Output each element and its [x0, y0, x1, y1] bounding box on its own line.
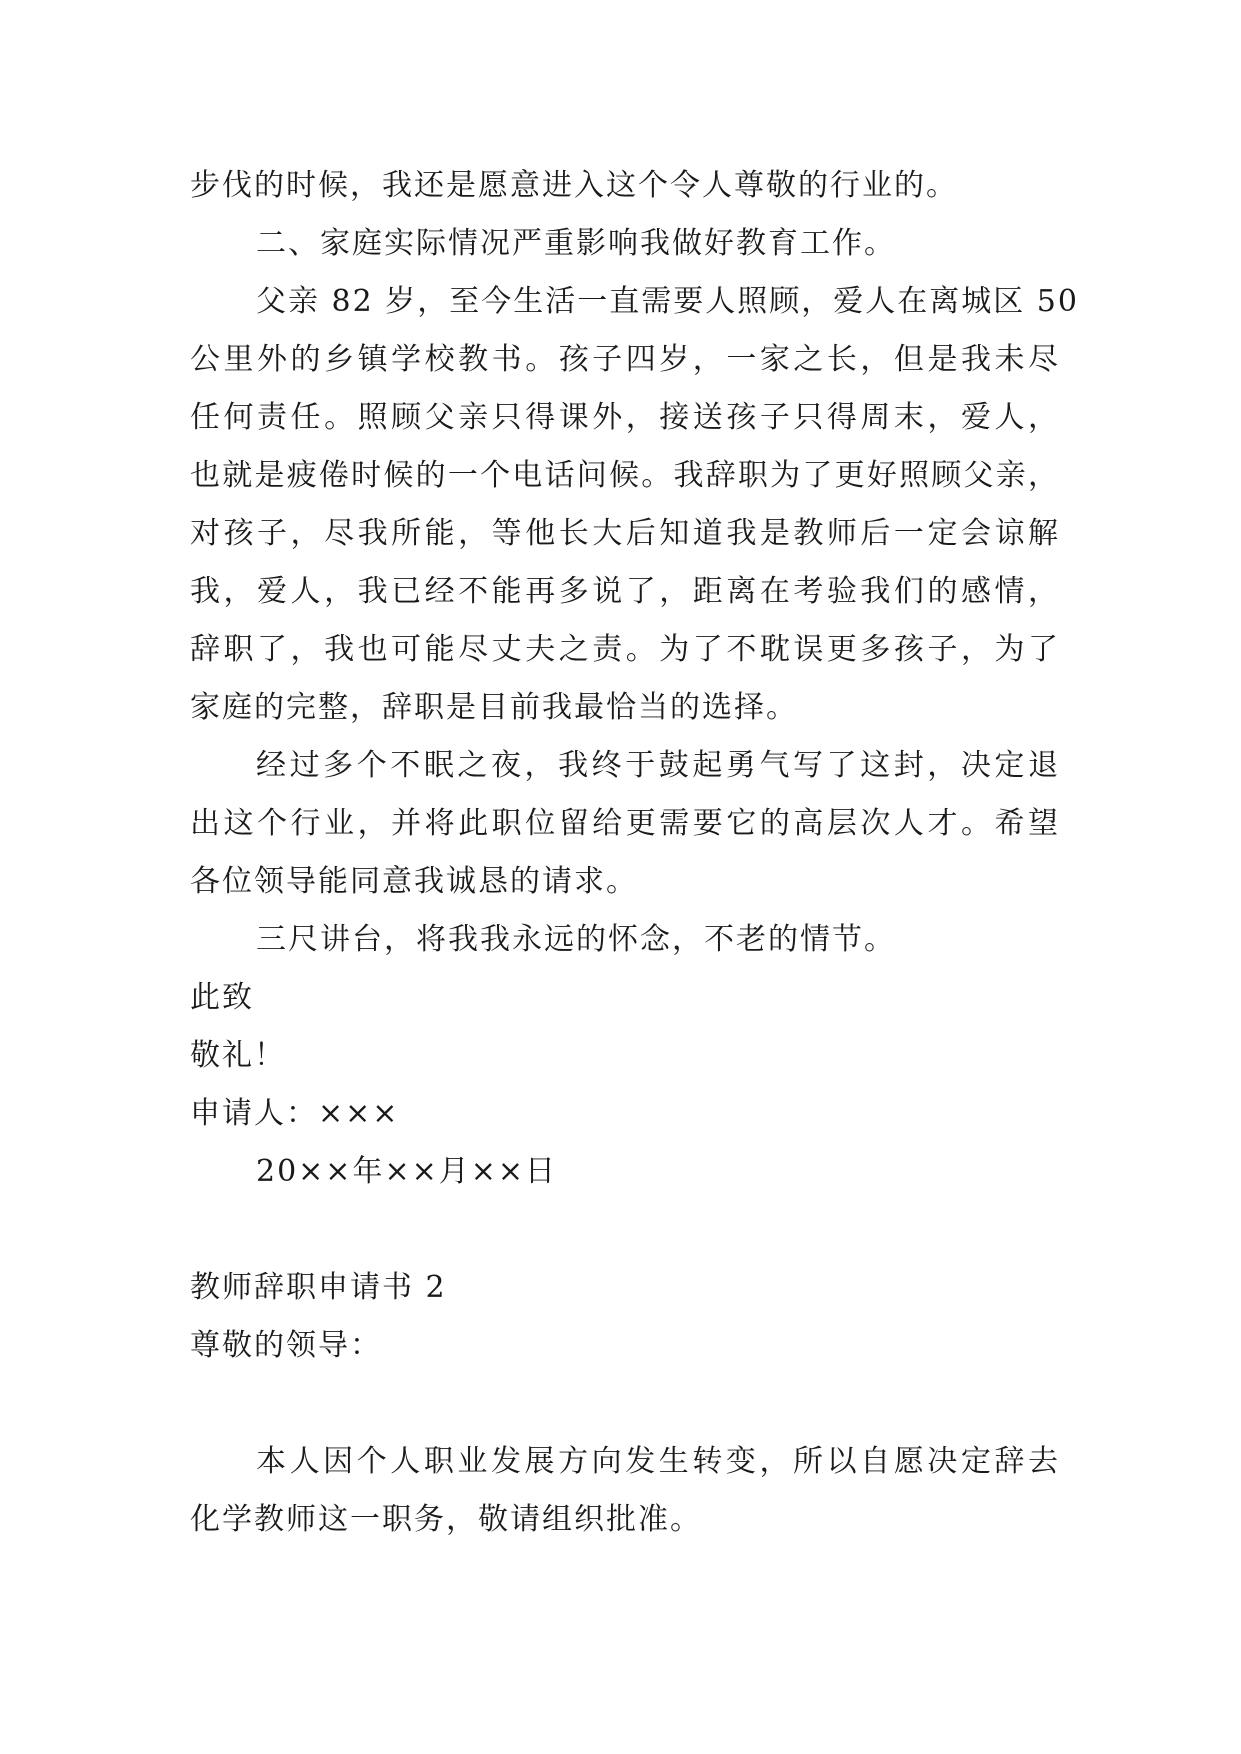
closing-regards: 敬礼！ [190, 1038, 286, 1073]
text-line-3: 父亲 82 岁，至今生活一直需要人照顾，爱人在离城区 50 [256, 284, 1079, 319]
text-line-8: 我，爱人，我已经不能再多说了，距离在考验我们的感情， [190, 574, 1060, 609]
date-line: 20××年××月××日 [256, 1154, 557, 1189]
text-line-5: 任何责任。照顾父亲只得课外，接送孩子只得周末，爱人， [190, 400, 1060, 435]
greeting: 尊敬的领导： [190, 1328, 382, 1363]
text-line-22: 化学教师这一职务，敬请组织批准。 [190, 1502, 702, 1537]
text-line-2: 二、家庭实际情况严重影响我做好教育工作。 [256, 226, 896, 261]
text-line-7: 对孩子，尽我所能，等他长大后知道我是教师后一定会谅解 [190, 516, 1060, 551]
section-title: 教师辞职申请书 2 [190, 1270, 447, 1305]
text-line-1: 步伐的时候，我还是愿意进入这个令人尊敬的行业的。 [190, 168, 958, 203]
text-line-4: 公里外的乡镇学校教书。孩子四岁，一家之长，但是我未尽 [190, 342, 1060, 377]
text-line-13: 各位领导能同意我诚恳的请求。 [190, 864, 638, 899]
closing-salutation: 此致 [190, 980, 254, 1015]
text-line-14: 三尺讲台，将我我永远的怀念，不老的情节。 [256, 922, 896, 957]
text-line-9: 辞职了，我也可能尽丈夫之责。为了不耽误更多孩子，为了 [190, 632, 1060, 667]
applicant-signature: 申请人：××× [190, 1096, 400, 1131]
text-line-6: 也就是疲倦时候的一个电话问候。我辞职为了更好照顾父亲， [190, 458, 1060, 493]
text-line-11: 经过多个不眠之夜，我终于鼓起勇气写了这封，决定退 [256, 748, 1060, 783]
text-line-12: 出这个行业，并将此职位留给更需要它的高层次人才。希望 [190, 806, 1060, 841]
text-line-21: 本人因个人职业发展方向发生转变，所以自愿决定辞去 [256, 1444, 1060, 1479]
text-line-10: 家庭的完整，辞职是目前我最恰当的选择。 [190, 690, 798, 725]
